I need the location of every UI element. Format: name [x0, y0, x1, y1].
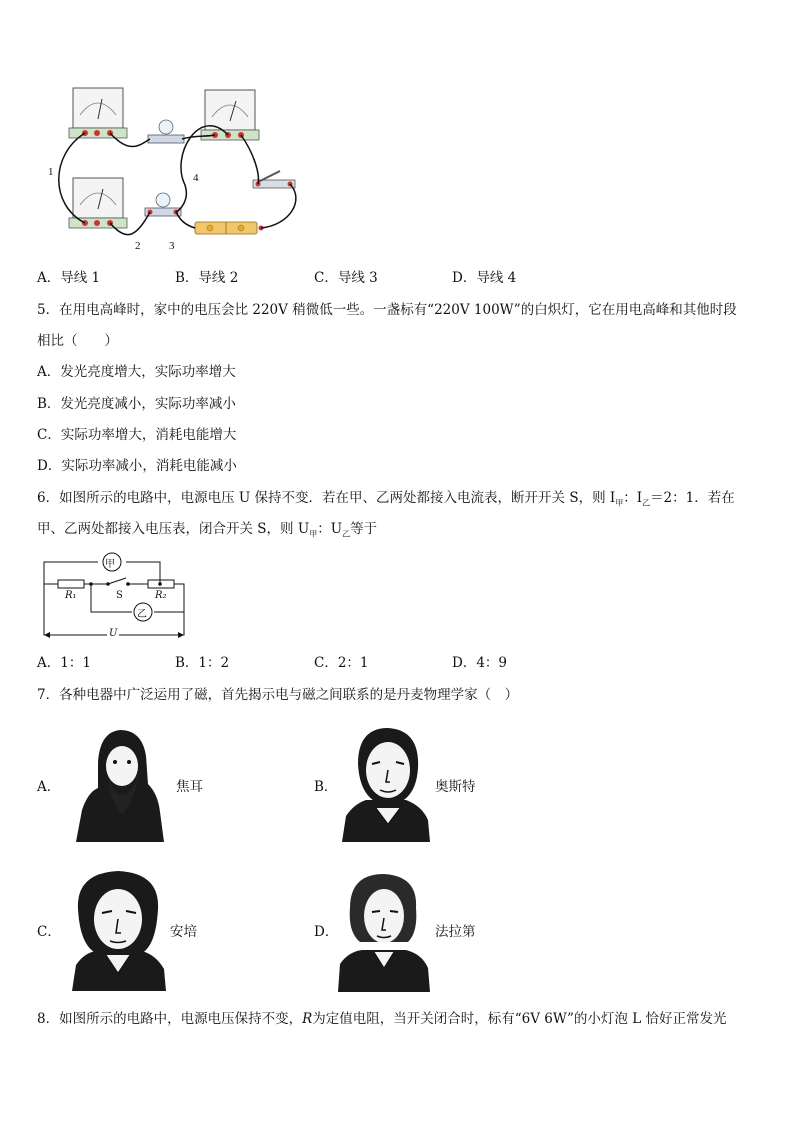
q4-option-a[interactable]: A．导线 1 — [37, 270, 101, 286]
q6-stem-line2: 甲、乙两处都接入电压表，闭合开关 S，则 $U_甲$：$U_乙$等于 — [37, 521, 378, 539]
q6-option-b[interactable]: B．1：2 — [175, 655, 230, 671]
q7-choice-d-name: 法拉第 — [435, 924, 476, 940]
q6-meter-yi-label: 乙 — [137, 609, 147, 620]
ammeter-3 — [69, 178, 127, 228]
portrait-faraday — [336, 872, 432, 992]
portrait-joule — [68, 722, 166, 842]
q4-circuit-figure — [40, 85, 310, 245]
q6-option-c[interactable]: C．2：1 — [314, 655, 369, 671]
q5-option-a[interactable]: A．发光亮度增大，实际功率增大 — [37, 364, 236, 380]
q4-option-b[interactable]: B．导线 2 — [175, 270, 239, 286]
battery — [195, 222, 264, 234]
q6-option-a[interactable]: A．1：1 — [37, 655, 91, 671]
q7-choice-a-letter[interactable]: A． — [37, 779, 61, 795]
q5-stem-line1: 5．在用电高峰时，家中的电压会比 220V 稍微低一些。一盏标有“220V 100W”的白炽灯，它在用电高峰和其他时段 — [37, 302, 737, 318]
q4-options — [37, 268, 757, 288]
wire-label-1: 1 — [48, 166, 54, 178]
q7-choice-b-letter[interactable]: B． — [314, 779, 338, 795]
q5-option-b[interactable]: B．发光亮度减小，实际功率减小 — [37, 396, 236, 412]
q7-stem: 7．各种电器中广泛运用了磁，首先揭示电与磁之间联系的是丹麦物理学家（ ） — [37, 687, 519, 703]
ammeter-1 — [69, 88, 127, 138]
portrait-oersted — [340, 724, 432, 842]
q6-options — [37, 653, 757, 673]
q7-choice-b-name: 奥斯特 — [435, 779, 476, 795]
q6-option-d[interactable]: D．4：9 — [452, 655, 508, 671]
q6-r1-label: R₁ — [65, 590, 77, 601]
portrait-ampere — [68, 869, 170, 991]
bulb-1 — [148, 120, 184, 143]
q7-choice-d-letter[interactable]: D． — [314, 924, 339, 940]
wire-label-2: 2 — [135, 240, 141, 252]
wire-label-4: 4 — [193, 172, 199, 184]
q7-choice-c-name: 安培 — [170, 924, 197, 940]
switch — [253, 171, 295, 188]
q6-meter-jia-label: 甲 — [105, 559, 115, 570]
q6-stem-line1: 6．如图所示的电路中，电源电压 U 保持不变．若在甲、乙两处都接入电流表，断开开关 S，则 $I_甲$：$I_乙=2$：1．若在 — [37, 490, 735, 508]
ammeter-2 — [201, 90, 259, 140]
q5-option-c[interactable]: C．实际功率增大，消耗电能增大 — [37, 427, 237, 443]
wire-label-3: 3 — [169, 240, 175, 252]
q6-switch-label: S — [116, 590, 123, 601]
q5-option-d[interactable]: D．实际功率减小，消耗电能减小 — [37, 458, 237, 474]
q7-choice-c-letter[interactable]: C． — [37, 924, 61, 940]
q7-choice-a-name: 焦耳 — [176, 779, 203, 795]
q5-stem-line2: 相比（ ） — [37, 333, 118, 349]
q8-stem: 8．如图所示的电路中，电源电压保持不变，R为定值电阻，当开关闭合时，标有“6V 6W”的小灯泡 L 恰好正常发光 — [37, 1011, 727, 1027]
q6-r2-label: R₂ — [155, 590, 167, 601]
q4-option-d[interactable]: D．导线 4 — [452, 270, 517, 286]
q4-option-c[interactable]: C．导线 3 — [314, 270, 378, 286]
q6-voltage-label: U — [109, 628, 118, 639]
